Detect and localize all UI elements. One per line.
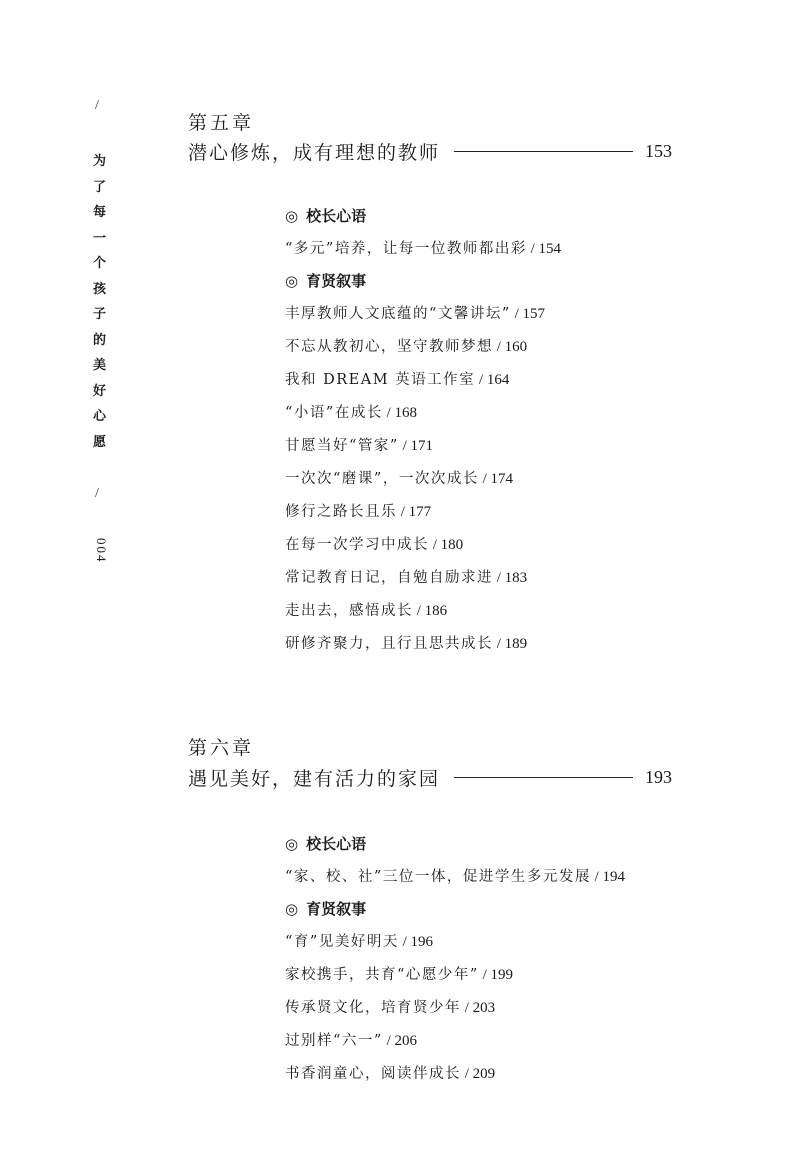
- entry-title: 丰厚教师人文底蕴的“文馨讲坛”: [285, 306, 511, 322]
- chapter-title-row: [188, 764, 672, 791]
- leader-line: [454, 151, 633, 152]
- page-number: 004: [94, 538, 109, 564]
- entry-page: / 160: [493, 339, 528, 355]
- running-title-char: 孩: [93, 281, 107, 297]
- running-title-char: 好: [93, 383, 107, 399]
- toc-entry: [285, 599, 447, 620]
- separator: /: [95, 98, 99, 113]
- entry-page: / 157: [510, 306, 545, 322]
- entry-title: 我和 DREAM 英语工作室: [285, 372, 476, 388]
- entry-page: / 196: [398, 934, 433, 950]
- chapter-label: 第五章: [188, 112, 255, 134]
- entry-page: / 203: [461, 1000, 496, 1016]
- section-heading: [285, 898, 366, 919]
- entry-title: “家、校、社”三位一体，促进学生多元发展: [285, 869, 591, 885]
- chapter-title: 潜心修炼，成有理想的教师: [188, 142, 441, 164]
- chapter-label: 第六章: [188, 737, 255, 759]
- entry-page: / 174: [478, 471, 513, 487]
- section-heading-text: 校长心语: [306, 207, 367, 225]
- entry-title: 一次次“磨课”，一次次成长: [285, 471, 479, 487]
- entry-page: / 164: [475, 372, 510, 388]
- toc-entry: [285, 434, 433, 455]
- entry-title: “小语”在成长: [285, 405, 383, 421]
- entry-title: 不忘从教初心，坚守教师梦想: [285, 339, 493, 355]
- toc-entry: [285, 996, 495, 1017]
- double-circle-icon: ◎: [285, 900, 299, 918]
- entry-page: / 154: [526, 241, 561, 257]
- toc-entry: [285, 930, 433, 951]
- toc-entry: [285, 467, 513, 488]
- toc-entry: [285, 1029, 417, 1050]
- leader-line: [454, 777, 633, 778]
- toc-entry: [285, 368, 509, 389]
- entry-page: / 183: [493, 570, 528, 586]
- entry-title: 研修齐聚力，且行且思共成长: [285, 636, 493, 652]
- entry-title: 传承贤文化，培育贤少年: [285, 1000, 461, 1016]
- entry-page: / 194: [590, 869, 625, 885]
- running-title-char: 了: [93, 179, 107, 195]
- entry-page: / 189: [493, 636, 528, 652]
- entry-page: / 177: [397, 504, 432, 520]
- entry-title: 在每一次学习中成长: [285, 537, 429, 553]
- section-heading-text: 育贤叙事: [306, 272, 367, 290]
- section-heading: [285, 205, 366, 226]
- entry-title: “育”见美好明天: [285, 934, 399, 950]
- running-title-char: 每: [93, 205, 107, 220]
- running-title-char: 愿: [93, 434, 107, 450]
- chapter-title-row: [188, 138, 672, 165]
- entry-title: “多元”培养，让每一位教师都出彩: [285, 241, 527, 257]
- entry-page: / 199: [478, 967, 513, 983]
- running-title-char: 一: [93, 230, 107, 246]
- entry-page: / 209: [461, 1066, 496, 1082]
- toc-entry: [285, 865, 625, 886]
- toc-entry: [285, 1062, 495, 1083]
- double-circle-icon: ◎: [285, 835, 299, 853]
- section-heading-text: 校长心语: [306, 835, 367, 853]
- entry-title: 常记教育日记，自勉自励求进: [285, 570, 493, 586]
- section-heading: [285, 270, 366, 291]
- entry-title: 修行之路长且乐: [285, 504, 397, 520]
- chapter-title: 遇见美好，建有活力的家园: [188, 768, 441, 790]
- chapter-page: 193: [645, 767, 672, 787]
- toc-entry: [285, 500, 431, 521]
- double-circle-icon: ◎: [285, 207, 299, 225]
- running-title-char: 美: [93, 358, 107, 373]
- running-title-char: 为: [93, 154, 107, 169]
- entry-title: 走出去，感悟成长: [285, 603, 413, 619]
- entry-page: / 186: [413, 603, 448, 619]
- toc-entry: [285, 237, 561, 258]
- toc-entry: [285, 963, 513, 984]
- running-title-char: 个: [93, 256, 107, 271]
- toc-entry: [285, 533, 463, 554]
- entry-page: / 168: [382, 405, 417, 421]
- toc-entry: [285, 632, 527, 653]
- entry-title: 过别样“六一”: [285, 1033, 383, 1049]
- toc-entry: [285, 566, 527, 587]
- chapter-page: 153: [645, 141, 672, 161]
- toc-entry: [285, 302, 545, 323]
- toc-entry: [285, 335, 527, 356]
- running-title-char: 的: [93, 332, 107, 348]
- section-heading: [285, 833, 366, 854]
- double-circle-icon: ◎: [285, 272, 299, 290]
- entry-page: / 206: [382, 1033, 417, 1049]
- separator: /: [95, 486, 99, 501]
- entry-title: 甘愿当好“管家”: [285, 438, 399, 454]
- section-heading-text: 育贤叙事: [306, 900, 367, 918]
- running-title-char: 子: [93, 307, 107, 322]
- entry-title: 书香润童心，阅读伴成长: [285, 1066, 461, 1082]
- toc-entry: [285, 401, 417, 422]
- entry-page: / 180: [429, 537, 464, 553]
- entry-title: 家校携手，共育“心愿少年”: [285, 967, 479, 983]
- running-title-char: 心: [93, 409, 107, 424]
- entry-page: / 171: [398, 438, 433, 454]
